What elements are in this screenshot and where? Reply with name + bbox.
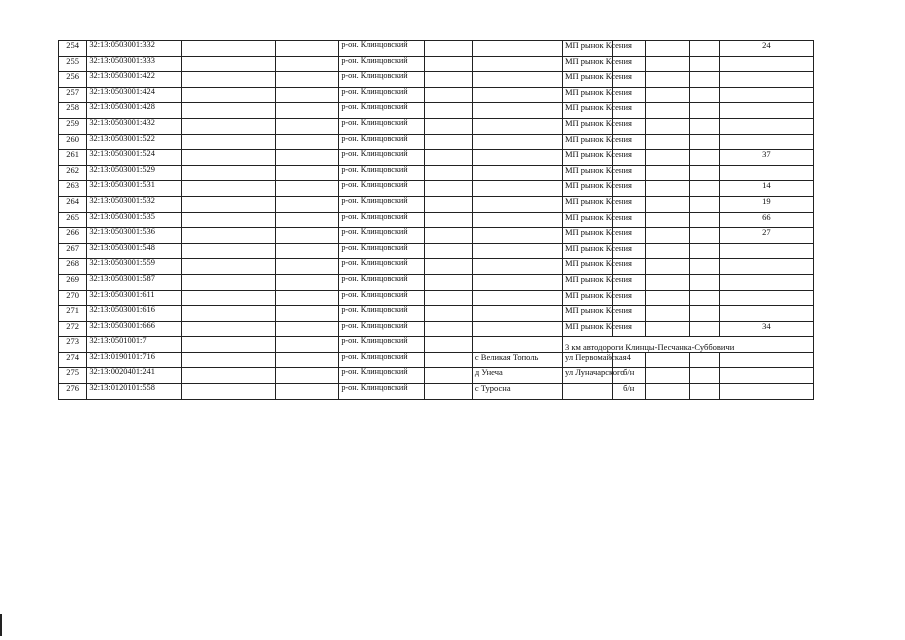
row-number: 272 (59, 321, 87, 337)
street-cell: МП рынок Ксения (562, 243, 612, 259)
empty-cell (182, 384, 275, 400)
cadastral-number: 32:13:0503001:332 (87, 41, 182, 57)
empty-cell (425, 118, 473, 134)
street-cell: МП рынок Ксения (562, 118, 612, 134)
table-row (59, 384, 814, 400)
empty-cell (425, 181, 473, 197)
empty-cell (182, 118, 275, 134)
empty-cell (425, 228, 473, 244)
empty-cell (645, 134, 690, 150)
value-cell (719, 134, 813, 150)
table-row (59, 72, 814, 88)
row-number: 255 (59, 56, 87, 72)
street-cell: МП рынок Ксения (562, 134, 612, 150)
table-row (59, 352, 814, 368)
cadastral-number: 32:13:0503001:522 (87, 134, 182, 150)
row-number: 270 (59, 290, 87, 306)
table-row (59, 134, 814, 150)
district-cell: р-он. Клинцовский (339, 150, 425, 166)
empty-cell (645, 196, 690, 212)
value-cell (719, 243, 813, 259)
empty-cell (425, 274, 473, 290)
row-number: 260 (59, 134, 87, 150)
district-cell: р-он. Клинцовский (339, 72, 425, 88)
empty-cell (275, 72, 339, 88)
empty-cell (182, 196, 275, 212)
empty-cell (645, 274, 690, 290)
empty-cell (182, 352, 275, 368)
street-cell: МП рынок Ксения (562, 306, 612, 322)
row-number: 262 (59, 165, 87, 181)
empty-cell (182, 181, 275, 197)
value-cell (719, 118, 813, 134)
empty-cell (182, 212, 275, 228)
row-number: 265 (59, 212, 87, 228)
empty-cell (425, 41, 473, 57)
empty-cell (690, 228, 719, 244)
table-row (59, 368, 814, 384)
locality-cell (472, 212, 562, 228)
empty-cell (275, 337, 339, 353)
cadastral-number: 32:13:0503001:422 (87, 72, 182, 88)
table-row (59, 243, 814, 259)
empty-cell (182, 290, 275, 306)
district-cell: р-он. Клинцовский (339, 212, 425, 228)
district-cell: р-он. Клинцовский (339, 321, 425, 337)
locality-cell: с Великая Тополь (472, 352, 562, 368)
empty-cell (275, 41, 339, 57)
empty-cell (425, 134, 473, 150)
locality-cell: д Унеча (472, 368, 562, 384)
district-cell: р-он. Клинцовский (339, 259, 425, 275)
street-cell: МП рынок Ксения (562, 56, 612, 72)
empty-cell (182, 165, 275, 181)
value-cell: 24 (719, 41, 813, 57)
empty-cell (275, 87, 339, 103)
table-row (59, 337, 814, 353)
street-cell: МП рынок Ксения (562, 41, 612, 57)
street-cell: МП рынок Ксения (562, 321, 612, 337)
empty-cell (275, 352, 339, 368)
district-cell: р-он. Клинцовский (339, 337, 425, 353)
empty-cell (645, 212, 690, 228)
empty-cell (425, 103, 473, 119)
house-cell: б/н (612, 368, 645, 384)
land-plot-table (58, 40, 814, 400)
district-cell: р-он. Клинцовский (339, 134, 425, 150)
empty-cell (182, 368, 275, 384)
empty-cell (425, 352, 473, 368)
street-cell: МП рынок Ксения (562, 259, 612, 275)
row-number: 256 (59, 72, 87, 88)
row-number: 266 (59, 228, 87, 244)
row-number: 268 (59, 259, 87, 275)
table-row (59, 103, 814, 119)
street-cell: МП рынок Ксения (562, 196, 612, 212)
locality-cell (472, 134, 562, 150)
empty-cell (645, 118, 690, 134)
street-cell (562, 384, 612, 400)
cadastral-number: 32:13:0503001:424 (87, 87, 182, 103)
row-number: 274 (59, 352, 87, 368)
district-cell: р-он. Клинцовский (339, 56, 425, 72)
locality-cell (472, 321, 562, 337)
empty-cell (275, 259, 339, 275)
locality-cell (472, 274, 562, 290)
row-number: 261 (59, 150, 87, 166)
empty-cell (645, 290, 690, 306)
empty-cell (690, 72, 719, 88)
empty-cell (645, 368, 690, 384)
table-row (59, 274, 814, 290)
locality-cell (472, 150, 562, 166)
empty-cell (690, 321, 719, 337)
locality-cell (472, 337, 562, 353)
row-number: 276 (59, 384, 87, 400)
empty-cell (690, 196, 719, 212)
empty-cell (182, 56, 275, 72)
table-row (59, 259, 814, 275)
empty-cell (275, 134, 339, 150)
street-cell: МП рынок Ксения (562, 165, 612, 181)
empty-cell (690, 181, 719, 197)
locality-cell (472, 103, 562, 119)
empty-cell (182, 321, 275, 337)
empty-cell (275, 56, 339, 72)
empty-cell (690, 384, 719, 400)
empty-cell (425, 72, 473, 88)
empty-cell (690, 150, 719, 166)
empty-cell (690, 259, 719, 275)
table-row (59, 150, 814, 166)
empty-cell (182, 150, 275, 166)
empty-cell (425, 290, 473, 306)
empty-cell (645, 103, 690, 119)
table-body (59, 41, 814, 400)
value-cell (719, 87, 813, 103)
empty-cell (275, 196, 339, 212)
empty-cell (690, 368, 719, 384)
table-row (59, 41, 814, 57)
street-cell: МП рынок Ксения (562, 228, 612, 244)
value-cell (719, 368, 813, 384)
scan-edge-mark (0, 614, 2, 636)
district-cell: р-он. Клинцовский (339, 306, 425, 322)
district-cell: р-он. Клинцовский (339, 87, 425, 103)
empty-cell (690, 306, 719, 322)
locality-cell (472, 259, 562, 275)
locality-cell (472, 56, 562, 72)
district-cell: р-он. Клинцовский (339, 243, 425, 259)
locality-cell (472, 181, 562, 197)
address-span-cell (562, 337, 813, 353)
street-cell: МП рынок Ксения (562, 150, 612, 166)
street-cell: МП рынок Ксения (562, 87, 612, 103)
locality-cell (472, 290, 562, 306)
cadastral-number: 32:13:0503001:529 (87, 165, 182, 181)
street-cell: МП рынок Ксения (562, 290, 612, 306)
cadastral-number: 32:13:0503001:616 (87, 306, 182, 322)
empty-cell (275, 150, 339, 166)
empty-cell (645, 56, 690, 72)
empty-cell (425, 306, 473, 322)
street-cell: МП рынок Ксения (562, 212, 612, 228)
district-cell: р-он. Клинцовский (339, 41, 425, 57)
empty-cell (645, 72, 690, 88)
empty-cell (690, 243, 719, 259)
empty-cell (182, 243, 275, 259)
empty-cell (690, 165, 719, 181)
empty-cell (275, 290, 339, 306)
empty-cell (425, 321, 473, 337)
empty-cell (690, 134, 719, 150)
empty-cell (182, 41, 275, 57)
value-cell (719, 72, 813, 88)
value-cell (719, 290, 813, 306)
empty-cell (645, 41, 690, 57)
empty-cell (275, 243, 339, 259)
cadastral-number: 32:13:0503001:432 (87, 118, 182, 134)
empty-cell (425, 150, 473, 166)
row-number: 254 (59, 41, 87, 57)
empty-cell (690, 87, 719, 103)
road-address-text: 3 км автодороги Клинцы-Песчанка-Суббовичи (564, 342, 735, 353)
empty-cell (275, 212, 339, 228)
table-row (59, 290, 814, 306)
value-cell: 19 (719, 196, 813, 212)
empty-cell (275, 321, 339, 337)
empty-cell (182, 306, 275, 322)
empty-cell (182, 87, 275, 103)
value-cell (719, 274, 813, 290)
empty-cell (645, 228, 690, 244)
empty-cell (275, 274, 339, 290)
district-cell: р-он. Клинцовский (339, 228, 425, 244)
district-cell: р-он. Клинцовский (339, 103, 425, 119)
empty-cell (275, 306, 339, 322)
cadastral-number: 32:13:0503001:536 (87, 228, 182, 244)
empty-cell (275, 228, 339, 244)
street-cell: ул Первомайская (562, 352, 612, 368)
locality-cell (472, 165, 562, 181)
empty-cell (645, 181, 690, 197)
locality-cell (472, 41, 562, 57)
value-cell (719, 306, 813, 322)
district-cell: р-он. Клинцовский (339, 274, 425, 290)
table-row (59, 181, 814, 197)
value-cell: 34 (719, 321, 813, 337)
value-cell (719, 259, 813, 275)
table-row (59, 306, 814, 322)
empty-cell (425, 165, 473, 181)
empty-cell (645, 384, 690, 400)
cadastral-number: 32:13:0190101:716 (87, 352, 182, 368)
empty-cell (425, 212, 473, 228)
district-cell: р-он. Клинцовский (339, 368, 425, 384)
street-cell: МП рынок Ксения (562, 72, 612, 88)
cadastral-number: 32:13:0503001:559 (87, 259, 182, 275)
cadastral-number: 32:13:0501001:7 (87, 337, 182, 353)
cadastral-number: 32:13:0503001:532 (87, 196, 182, 212)
empty-cell (425, 384, 473, 400)
district-cell: р-он. Клинцовский (339, 196, 425, 212)
row-number: 264 (59, 196, 87, 212)
cadastral-number: 32:13:0503001:428 (87, 103, 182, 119)
empty-cell (275, 103, 339, 119)
value-cell (719, 165, 813, 181)
row-number: 257 (59, 87, 87, 103)
locality-cell (472, 87, 562, 103)
cadastral-number: 32:13:0503001:531 (87, 181, 182, 197)
locality-cell (472, 72, 562, 88)
cadastral-number: 32:13:0503001:535 (87, 212, 182, 228)
cadastral-number: 32:13:0503001:611 (87, 290, 182, 306)
value-cell: 14 (719, 181, 813, 197)
cadastral-number: 32:13:0503001:333 (87, 56, 182, 72)
empty-cell (690, 352, 719, 368)
locality-cell (472, 243, 562, 259)
district-cell: р-он. Клинцовский (339, 352, 425, 368)
table-row (59, 196, 814, 212)
cadastral-number: 32:13:0503001:587 (87, 274, 182, 290)
house-cell: б/н (612, 384, 645, 400)
empty-cell (182, 337, 275, 353)
empty-cell (275, 384, 339, 400)
value-cell (719, 103, 813, 119)
value-cell: 27 (719, 228, 813, 244)
empty-cell (690, 290, 719, 306)
empty-cell (275, 368, 339, 384)
empty-cell (645, 243, 690, 259)
district-cell: р-он. Клинцовский (339, 118, 425, 134)
empty-cell (182, 259, 275, 275)
empty-cell (182, 72, 275, 88)
cadastral-number: 32:13:0503001:524 (87, 150, 182, 166)
empty-cell (690, 212, 719, 228)
district-cell: р-он. Клинцовский (339, 181, 425, 197)
empty-cell (425, 259, 473, 275)
house-cell: 4 (612, 352, 645, 368)
registry-sheet (58, 40, 814, 400)
empty-cell (645, 259, 690, 275)
empty-cell (690, 56, 719, 72)
table-row (59, 87, 814, 103)
empty-cell (645, 352, 690, 368)
empty-cell (275, 118, 339, 134)
empty-cell (275, 181, 339, 197)
value-cell (719, 56, 813, 72)
empty-cell (425, 87, 473, 103)
street-cell: МП рынок Ксения (562, 103, 612, 119)
empty-cell (182, 134, 275, 150)
row-number: 271 (59, 306, 87, 322)
empty-cell (690, 274, 719, 290)
locality-cell: с Туросна (472, 384, 562, 400)
value-cell: 66 (719, 212, 813, 228)
row-number: 258 (59, 103, 87, 119)
table-row (59, 321, 814, 337)
cadastral-number: 32:13:0120101:558 (87, 384, 182, 400)
empty-cell (275, 165, 339, 181)
row-number: 263 (59, 181, 87, 197)
row-number: 269 (59, 274, 87, 290)
empty-cell (645, 87, 690, 103)
table-row (59, 56, 814, 72)
empty-cell (425, 243, 473, 259)
locality-cell (472, 196, 562, 212)
empty-cell (645, 321, 690, 337)
street-cell: МП рынок Ксения (562, 181, 612, 197)
empty-cell (645, 150, 690, 166)
value-cell (719, 352, 813, 368)
empty-cell (690, 118, 719, 134)
empty-cell (182, 228, 275, 244)
value-cell: 37 (719, 150, 813, 166)
row-number: 275 (59, 368, 87, 384)
value-cell (719, 384, 813, 400)
street-cell: ул Луначарского (562, 368, 612, 384)
table-row (59, 228, 814, 244)
empty-cell (425, 337, 473, 353)
cadastral-number: 32:13:0503001:666 (87, 321, 182, 337)
empty-cell (690, 41, 719, 57)
empty-cell (182, 274, 275, 290)
empty-cell (425, 196, 473, 212)
cadastral-number: 32:13:0020401:241 (87, 368, 182, 384)
district-cell: р-он. Клинцовский (339, 290, 425, 306)
row-number: 273 (59, 337, 87, 353)
row-number: 267 (59, 243, 87, 259)
cadastral-number: 32:13:0503001:548 (87, 243, 182, 259)
empty-cell (645, 165, 690, 181)
locality-cell (472, 118, 562, 134)
empty-cell (425, 56, 473, 72)
locality-cell (472, 228, 562, 244)
locality-cell (472, 306, 562, 322)
table-row (59, 165, 814, 181)
empty-cell (182, 103, 275, 119)
empty-cell (425, 368, 473, 384)
district-cell: р-он. Клинцовский (339, 165, 425, 181)
empty-cell (645, 306, 690, 322)
table-row (59, 118, 814, 134)
row-number: 259 (59, 118, 87, 134)
street-cell: МП рынок Ксения (562, 274, 612, 290)
empty-cell (690, 103, 719, 119)
table-row (59, 212, 814, 228)
district-cell: р-он. Клинцовский (339, 384, 425, 400)
